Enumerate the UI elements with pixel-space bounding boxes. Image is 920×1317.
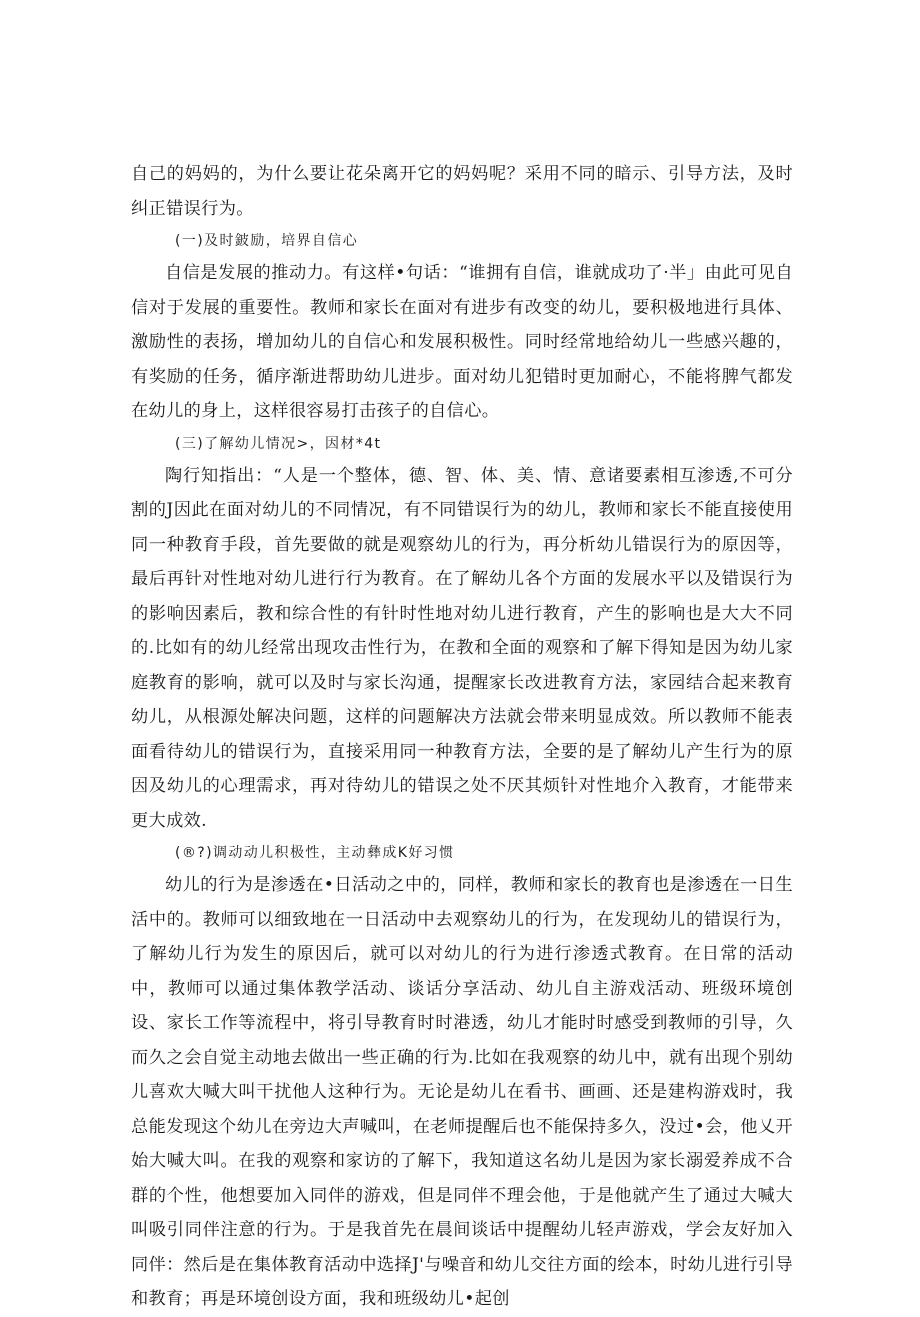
section-heading-encourage: (一)及时鈹励，培界自信心 [175,233,359,249]
paragraph-continuation: 自己的妈妈的，为什么要让花朵离开它的妈妈呢？采用不同的暗示、引导方法，及时纠正错误行为。 [131,164,793,219]
section-heading-understand: (三)了解幼儿情况>，因材*4t [175,435,382,452]
paragraph-confidence: 自信是发展的推动力。有这样•句话：“谁拥有自信，谁就成功了·半」由此可见自信对于发展的重要性。教师和家长在面对有进步有改变的幼儿，要积极地进行具体、激励性的表扬，增加幼儿的自信心和发展积极性。同时经常地给幼儿一些感兴趣的，有奖励的任务，循序渐进帮助幼儿进步。面对幼儿犯错时更加耐心，不能将脾气都发在幼儿的身上，这样很容易打击孩子的自信心。 [131,263,793,421]
section-heading-motivate: (®?)调动动儿积极性，主动彝成K好习惯 [175,845,455,861]
document-body [131,157,793,1317]
paragraph-daily-activities: 幼儿的行为是渗透在•日活动之中的，同样，教师和家长的教育也是渗透在一日生活中的。教师可以细致地在一日活动中去观察幼儿的行为，在发现幼儿的错误行为，了解幼儿行为发生的原因后，就可以对幼儿的行为进行渗透式教育。在日常的活动中，教师可以通过集体教学活动、谈话分享活动、幼儿自主游戏活动、班级环境创设、家长工作等流程中，将引导教育时时港透，幼儿才能时时感受到教师的引导，久而久之会自觉主动地去做出一些正确的行为.比如在我观察的幼儿中，就有出现个别幼儿喜欢大喊大叫干扰他人这种行为。无论是幼儿在看书、画画、还是建构游戏时，我总能发现这个幼儿在旁边大声喊叫，在老师提醒后也不能保持多久，没过•会，他乂开始大喊大叫。在我的观察和家访的了解下，我知道这名幼儿是因为家长溺爱养成不合群的个性，他想要加入同伴的游戏，但是同伴不理会他，于是他就产生了通过大喊大叫吸引同伴注意的行为。于是我首先在晨间谈话中提醒幼儿轻声游戏，学会友好加入同伴：然后是在集体教育活动中选择J'与噪音和幼儿交往方面的绘本，时幼儿进行引导和教育；再是环境创设方面，我和班级幼儿•起创 [131,875,793,1309]
paragraph-tao-xingzhi: 陶行知指出：“人是一个整体，德、智、体、美、情、意诸要素相互渗透,不可分割的J因此在面对幼儿的不同情况，有不同错误行为的幼儿，教师和家长不能直接使用同一种教育手段，首先要做的就是观察幼儿的行为，再分析幼儿错误行为的原因等，最后再针对性地对幼儿进行行为教育。在了解幼儿各个方面的发展水平以及错误行为的影响因素后，教和综合性的有针时性地对幼儿进行教育，产生的影响也是大大不同的.比如有的幼儿经常出现攻击性行为，在教和全面的观察和了解下得知是因为幼儿家庭教育的影响，就可以及时与家长沟通，提醒家长改进教育方法，家园结合起来教育幼儿，从根源处解决问题，这样的问题解决方法就会带来明显成效。所以教师不能表面看待幼儿的错误行为，直接采用同一种教育方法，全要的是了解幼儿产生行为的原因及幼儿的心理需求，再对待幼儿的错误之处不厌其烦针对性地介入教育，才能带来更大成效. [131,465,793,831]
